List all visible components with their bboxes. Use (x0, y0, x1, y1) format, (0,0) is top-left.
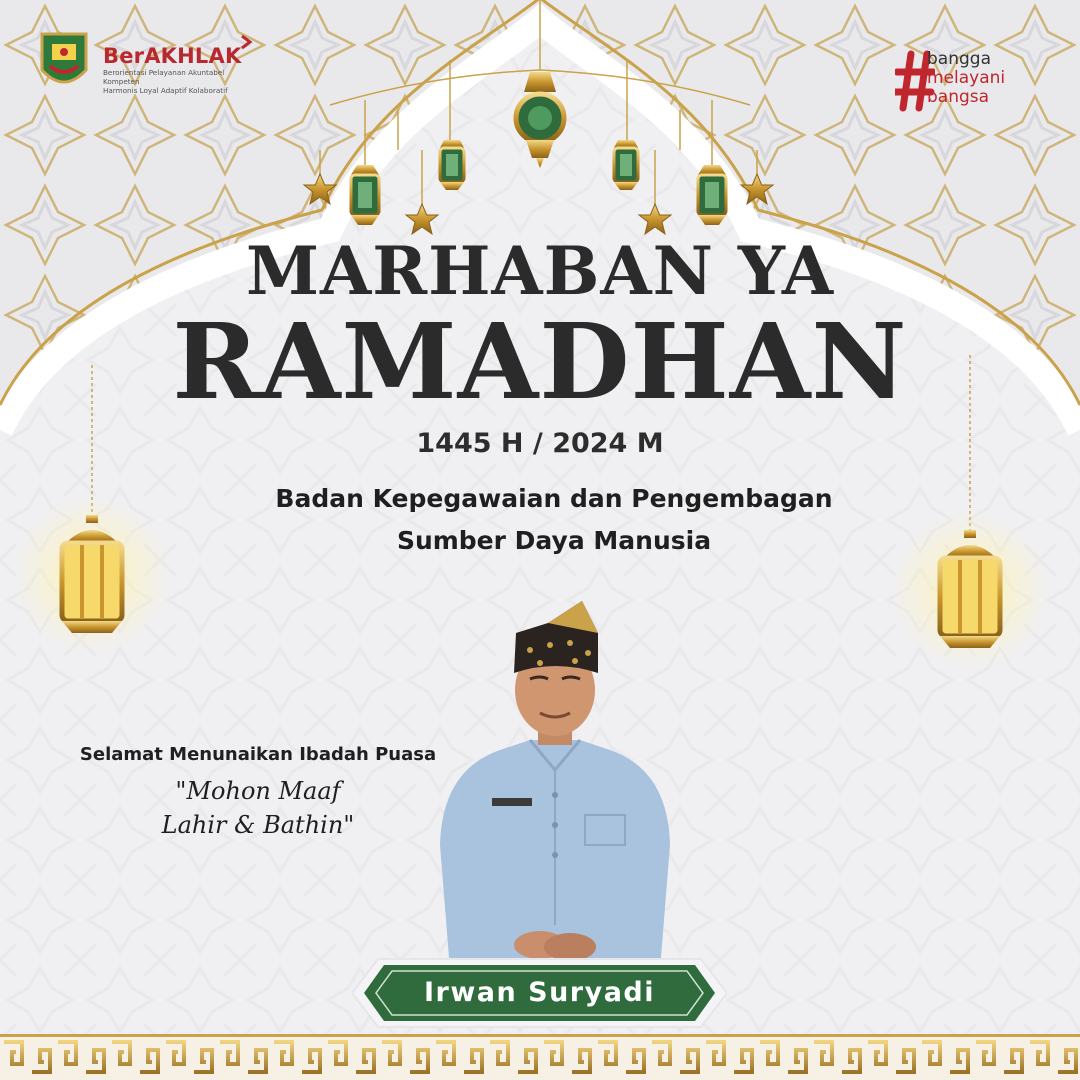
campaign-line-3: bangsa (927, 87, 990, 107)
brand-name: BerAKHLAK (103, 44, 242, 68)
berakhlak-logo (103, 44, 253, 95)
apology-quote (78, 774, 438, 842)
fasting-wish: Selamat Menunaikan Ibadah Puasa (79, 744, 437, 765)
organization-name (0, 478, 1080, 562)
title-line-2: RAMADHAN (172, 300, 908, 423)
campaign-line-2: melayani (927, 68, 1006, 88)
organization-line-2: Sumber Daya Manusia (396, 526, 712, 555)
quote-line-1: "Mohon Maaf (175, 777, 341, 805)
footer-ornament (0, 1034, 1080, 1080)
campaign-line-1: bangga (927, 49, 991, 69)
regional-emblem-icon (38, 30, 90, 96)
person-name: Irwan Suryadi (423, 977, 656, 1008)
campaign-slogan (927, 50, 1005, 107)
title-line-1: MARHABAN YA (245, 232, 835, 310)
chevron-right-icon (238, 32, 258, 52)
year-label: 1445 H / 2024 M (416, 428, 664, 459)
quote-line-2: Lahir & Bathin" (161, 811, 355, 839)
brand-tagline-2: Harmonis Loyal Adaptif Kolaboratif (103, 86, 228, 95)
organization-line-1: Badan Kepegawaian dan Pengembagan (275, 484, 833, 513)
person-photo (430, 595, 680, 970)
brand-tagline-1: Berorientasi Pelayanan Akuntabel Kompeten (103, 68, 225, 86)
